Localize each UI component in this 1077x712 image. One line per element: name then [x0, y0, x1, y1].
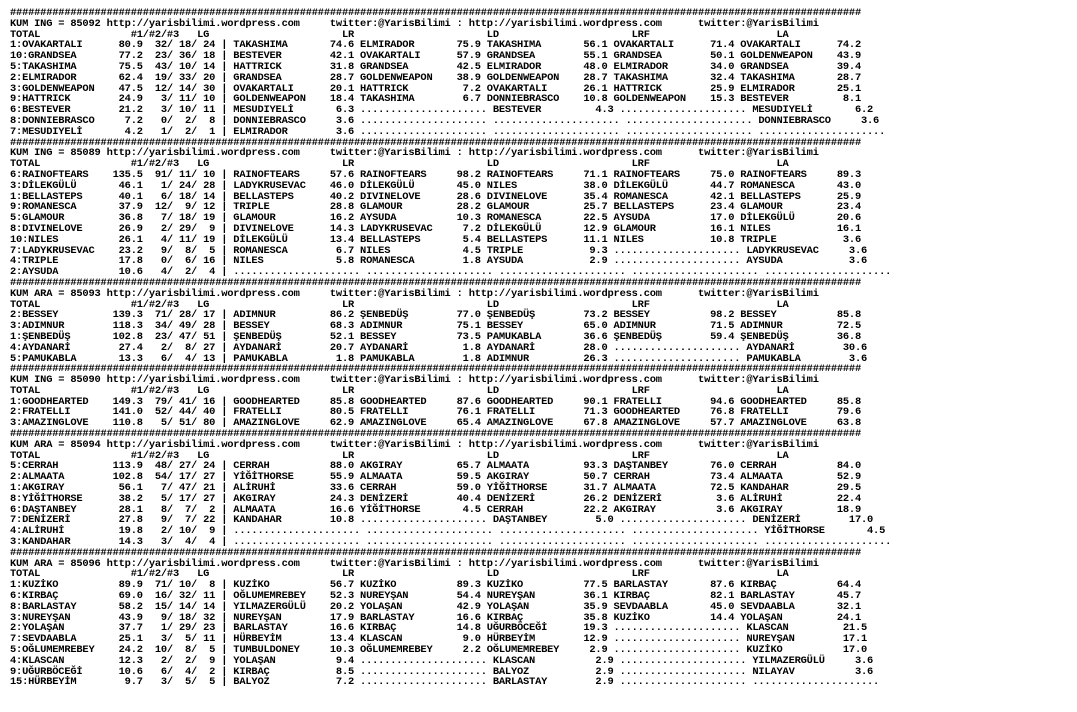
horse-row: 10:GRANDSEA 77.2 23/ 36/ 18 | BESTEVER 42.1 OVAKARTALI 57.9 GRANDSEA 55.1 GRANDSEA 50.1 GOLDENWEAPON 43.9 [10, 50, 861, 63]
horse-row: 15:HÜRBEYİM 9.7 3/ 5/ 5 | BALYOZ 7.2 ..................... BARLASTAY 2.9 ..................... ..................... [10, 676, 880, 689]
horse-row: 9:ROMANESCA 37.9 12/ 9/ 12 | TRIPLE 28.8 GLAMOUR 28.2 GLAMOUR 25.7 BELLASTEPS 23.4 GLAMOUR 23.4 [10, 201, 861, 214]
horse-row: 3:AMAZINGLOVE 110.8 5/ 51/ 80 | AMAZINGLOVE 62.9 AMAZINGLOVE 65.4 AMAZINGLOVE 67.8 AMAZINGLOVE 57.7 AMAZINGLOVE 63.8 [10, 417, 861, 430]
horse-row: 1:ŞENBEDÜŞ 102.8 23/ 47/ 51 | ŞENBEDÜŞ 52.1 BESSEY 73.5 PAMUKABLA 36.6 ŞENBEDÜŞ 59.4 ŞENBEDÜŞ 36.8 [10, 330, 861, 343]
horse-row: 4:AYDANARİ 27.4 2/ 8/ 27 | AYDANARİ 20.7 AYDANARİ 1.8 AYDANARİ 28.0 ..................... AYDANARİ 30.6 [10, 341, 868, 354]
separator-line: ############################################################################################################################################# [10, 276, 861, 289]
horse-row: 7:MESUDIYELİ 4.2 1/ 2/ 1 | ELMIRADOR 3.6 ..................... ..................... ..................... ..................... [10, 125, 886, 138]
separator-line: ############################################################################################################################################# [10, 428, 861, 441]
horse-row: 3:NUREYŞAN 43.9 9/ 18/ 32 | NUREYŞAN 17.9 BARLASTAY 16.6 KIRBAÇ 35.8 KUZİKO 14.4 YOLAŞAN 24.1 [10, 611, 861, 624]
race-header-line: KUM ARA = 85094 http://yarisbilimi.wordpress.com twitter:@YarisBilimi : http://yarisbilimi.wordpress.com twitter:@YarisBilimi [10, 438, 819, 451]
horse-row: 2:BESSEY 139.3 71/ 28/ 17 | ADIMNUR 86.2 ŞENBEDÜŞ 77.0 ŞENBEDÜŞ 73.2 BESSEY 98.2 BESSEY 85.8 [10, 309, 861, 322]
separator-line: ############################################################################################################################################# [10, 363, 861, 376]
race-header-line: KUM ING = 85092 http://yarisbilimi.wordpress.com twitter:@YarisBilimi : http://yarisbilimi.wordpress.com twitter:@YarisBilimi [10, 17, 819, 30]
horse-row: 3:GOLDENWEAPON 47.5 12/ 14/ 30 | OVAKARTALI 20.1 HATTRICK 7.2 OVAKARTALI 26.1 HATTRICK 25.9 ELMIRADOR 25.1 [10, 82, 861, 95]
horse-row: 2:YOLAŞAN 37.7 1/ 29/ 23 | BARLASTAY 16.6 KIRBAÇ 14.8 UĞURBÖCEĞİ 19.3 ..................... KLASCAN 21.5 [10, 622, 868, 635]
horse-row: 2:AYSUDA 10.6 4/ 2/ 4 | ..................... ..................... ..................... ..................... ..................... [10, 266, 892, 279]
horse-row: 5:GLAMOUR 36.8 7/ 18/ 19 | GLAMOUR 16.2 AYSUDA 10.3 ROMANESCA 22.5 AYSUDA 17.0 DİLEKGÜLÜ 20.6 [10, 212, 861, 225]
column-header-line: TOTAL #1/#2/#3 LG LR LD LRF LA [10, 449, 789, 462]
horse-row: 4:KLASCAN 12.3 2/ 2/ 9 | YOLAŞAN 9.4 ..................... KLASCAN 2.9 ..................... YILMAZERGÜLÜ 3.6 [10, 654, 874, 667]
horse-row: 6:DAŞTANBEY 28.1 8/ 7/ 2 | ALMAATA 16.6 YİĞİTHORSE 4.5 CERRAH 22.2 AKGIRAY 3.6 AKGIRAY 18.9 [10, 503, 861, 516]
separator-line: ############################################################################################################################################# [10, 7, 861, 19]
horse-row: 7:SEVDAABLA 25.1 3/ 5/ 11 | HÜRBEYİM 13.4 KLASCAN 9.0 HÜRBEYİM 12.9 ..................... NUREYŞAN 17.1 [10, 633, 868, 646]
horse-row: 5:PAMUKABLA 13.3 6/ 4/ 13 | PAMUKABLA 1.8 PAMUKABLA 1.8 ADIMNUR 26.3 ..................... PAMUKABLA 3.6 [10, 352, 868, 365]
horse-row: 2:ALMAATA 102.8 54/ 17/ 27 | YİĞİTHORSE 55.9 ALMAATA 59.5 AKGIRAY 50.7 CERRAH 73.4 ALMAATA 52.9 [10, 471, 861, 484]
horse-row: 2:ELMIRADOR 62.4 19/ 33/ 20 | GRANDSEA 28.7 GOLDENWEAPON 38.9 GOLDENWEAPON 28.7 TAKASHIMA 32.4 TAKASHIMA 28.7 [10, 71, 861, 84]
column-header-line: TOTAL #1/#2/#3 LG LR LD LRF LA [10, 28, 789, 41]
horse-row: 9:HATTRICK 24.9 3/ 11/ 10 | GOLDENWEAPON 18.4 TAKASHIMA 6.7 DONNIEBRASCO 10.8 GOLDENWEAPON 15.3 BESTEVER 8.1 [10, 93, 861, 106]
horse-row: 1:BELLASTEPS 40.1 6/ 18/ 14 | BELLASTEPS 40.2 DIVINELOVE 28.6 DIVINELOVE 35.4 ROMANESCA 42.1 BELLASTEPS 25.9 [10, 190, 861, 203]
column-header-line: TOTAL #1/#2/#3 LG LR LD LRF LA [10, 384, 789, 397]
column-header-line: TOTAL #1/#2/#3 LG LR LD LRF LA [10, 158, 789, 171]
horse-row: 7:LADYKRUSEVAC 23.2 9/ 8/ 5 | ROMANESCA 6.7 NILES 4.5 TRIPLE 9.3 ..................... LADYKRUSEVAC 3.6 [10, 244, 868, 257]
race-header-line: KUM ING = 85090 http://yarisbilimi.wordpress.com twitter:@YarisBilimi : http://yarisbilimi.wordpress.com twitter:@YarisBilimi [10, 374, 819, 387]
horse-row: 8:BARLASTAY 58.2 15/ 14/ 14 | YILMAZERGÜLÜ 20.2 YOLAŞAN 42.9 YOLAŞAN 35.9 SEVDAABLA 45.0 SEVDAABLA 32.1 [10, 600, 861, 613]
horse-row: 4:TRIPLE 17.8 0/ 6/ 16 | NILES 5.8 ROMANESCA 1.8 AYSUDA 2.9 ..................... AYSUDA 3.6 [10, 255, 868, 268]
horse-row: 1:AKGIRAY 56.1 7/ 47/ 21 | ALİRUHİ 33.6 CERRAH 59.0 YİĞİTHORSE 31.7 ALMAATA 72.5 KANDAHAR 29.5 [10, 482, 861, 495]
horse-row: 3:DİLEKGÜLÜ 46.1 1/ 24/ 28 | LADYKRUSEVAC 46.0 DİLEKGÜLÜ 45.0 NILES 38.0 DİLEKGÜLÜ 44.7 ROMANESCA 43.0 [10, 179, 861, 192]
separator-line: ############################################################################################################################################# [10, 136, 861, 149]
horse-row: 8:DONNIEBRASCO 7.2 0/ 2/ 8 | DONNIEBRASCO 3.6 ..................... ..................... ..................... DONNIEBRASCO 3.6 [10, 114, 880, 127]
horse-row: 1:OVAKARTALI 80.9 32/ 18/ 24 | TAKASHIMA 74.6 ELMIRADOR 75.9 TAKASHIMA 56.1 OVAKARTALI 71.4 OVAKARTALI 74.2 [10, 39, 861, 52]
horse-row: 8:DIVINELOVE 26.9 2/ 29/ 9 | DIVINELOVE 14.3 LADYKRUSEVAC 7.2 DİLEKGÜLÜ 12.9 GLAMOUR 16.1 NILES 16.1 [10, 222, 861, 235]
horse-row: 5:OĞLUMEMREBEY 24.2 10/ 8/ 5 | TUMBULDONEY 10.3 OĞLUMEMREBEY 2.2 OĞLUMEMREBEY 2.9 ..................... KUZİKO 17.0 [10, 644, 868, 657]
race-header-line: KUM ARA = 85093 http://yarisbilimi.wordpress.com twitter:@YarisBilimi : http://yarisbilimi.wordpress.com twitter:@YarisBilimi [10, 287, 819, 300]
horse-row: 1:KUZİKO 89.9 71/ 10/ 8 | KUZİKO 56.7 KUZİKO 89.3 KUZİKO 77.5 BARLASTAY 87.6 KIRBAÇ 64.4 [10, 579, 861, 592]
horse-row: 5:TAKASHIMA 75.5 43/ 10/ 14 | HATTRICK 31.8 GRANDSEA 42.5 ELMIRADOR 48.0 ELMIRADOR 34.0 GRANDSEA 39.4 [10, 60, 861, 73]
column-header-line: TOTAL #1/#2/#3 LG LR LD LRF LA [10, 568, 789, 581]
horse-row: 2:FRATELLI 141.0 52/ 44/ 40 | FRATELLI 80.5 FRATELLI 76.1 FRATELLI 71.3 GOODHEARTED 76.8 FRATELLI 79.6 [10, 406, 861, 419]
horse-row: 5:CERRAH 113.9 48/ 27/ 24 | CERRAH 88.0 AKGIRAY 65.7 ALMAATA 93.3 DAŞTANBEY 76.0 CERRAH 84.0 [10, 460, 861, 473]
race-header-line: KUM ARA = 85096 http://yarisbilimi.wordpress.com twitter:@YarisBilimi : http://yarisbilimi.wordpress.com twitter:@YarisBilimi [10, 557, 819, 570]
horse-row: 4:ALİRUHİ 19.8 2/ 10/ 9 | ..................... ..................... ..................... ..................... YİĞİTHORSE 4.5 [10, 525, 886, 538]
horse-row: 3:KANDAHAR 14.3 3/ 4/ 4 | ..................... ..................... ..................... ..................... ..................... [10, 536, 892, 549]
horse-row: 6:KIRBAÇ 69.0 16/ 32/ 11 | OĞLUMEMREBEY 52.3 NUREYŞAN 54.4 NUREYŞAN 36.1 KIRBAÇ 82.1 BARLASTAY 45.7 [10, 590, 861, 603]
horse-row: 10:NILES 26.1 4/ 11/ 19 | DİLEKGÜLÜ 13.4 BELLASTEPS 5.4 BELLASTEPS 11.1 NILES 10.8 TRIPLE 3.6 [10, 233, 861, 246]
horse-row: 9:UĞURBÖCEĞİ 10.6 6/ 4/ 2 | KIRBAÇ 8.5 ..................... BALYOZ 2.9 ..................... NILAYAV 3.6 [10, 665, 874, 678]
horse-row: 6:RAINOFTEARS 135.5 91/ 11/ 10 | RAINOFTEARS 57.6 RAINOFTEARS 98.2 RAINOFTEARS 71.1 RAINOFTEARS 75.0 RAINOFTEARS 89.3 [10, 168, 861, 181]
separator-line: ############################################################################################################################################# [10, 546, 861, 559]
horse-row: 3:ADIMNUR 118.3 34/ 49/ 28 | BESSEY 68.3 ADIMNUR 75.1 BESSEY 65.0 ADIMNUR 71.5 ADIMNUR 72.5 [10, 320, 861, 333]
horse-row: 8:YİĞİTHORSE 38.2 5/ 17/ 27 | AKGIRAY 24.3 DENİZERİ 40.4 DENİZERİ 26.2 DENİZERİ 3.6 ALİRUHİ 22.4 [10, 492, 861, 505]
horse-row: 1:GOODHEARTED 149.3 79/ 41/ 16 | GOODHEARTED 85.8 GOODHEARTED 87.6 GOODHEARTED 90.1 FRATELLI 94.6 GOODHEARTED 85.8 [10, 395, 861, 408]
horse-row: 7:DENİZERİ 27.8 9/ 7/ 22 | KANDAHAR 10.8 ..................... DAŞTANBEY 5.0 ..................... DENİZERİ 17.0 [10, 514, 874, 527]
race-header-line: KUM ING = 85089 http://yarisbilimi.wordpress.com twitter:@YarisBilimi : http://yarisbilimi.wordpress.com twitter:@YarisBilimi [10, 147, 819, 160]
column-header-line: TOTAL #1/#2/#3 LG LR LD LRF LA [10, 298, 789, 311]
horse-row: 6:BESTEVER 21.2 3/ 10/ 11 | MESUDIYELİ 6.3 ..................... BESTEVER 4.3 ..................... MESUDIYELİ 6.2 [10, 104, 874, 117]
